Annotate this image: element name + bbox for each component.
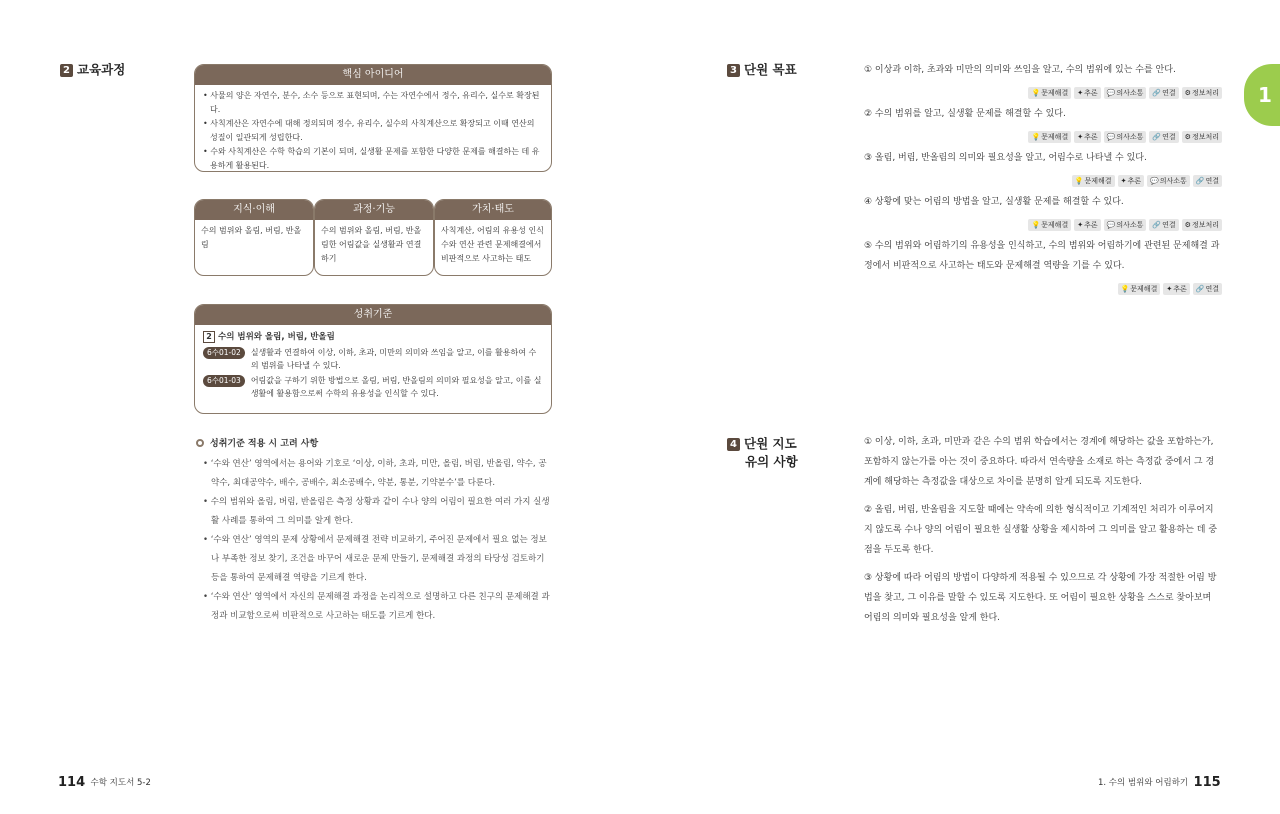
value-item: 사칙계산, 어림의 유용성 인식 [441, 226, 544, 235]
competency-tag [1163, 283, 1189, 295]
competency-tag [1074, 219, 1100, 231]
competency-tag [1193, 283, 1222, 295]
knowledge-column [194, 199, 314, 276]
achievement-row [203, 374, 543, 400]
goal-text: ① 이상과 이하, 초과와 미만의 의미와 쓰임을 알고, 수의 범위에 있는 수를 안다. [864, 65, 1176, 75]
competency-tag [1118, 283, 1161, 295]
section-2-heading [60, 61, 125, 79]
competency-tags [864, 80, 1222, 96]
competency-icon: 💡 [1031, 89, 1041, 97]
notes-item: • ‘수와 연산’ 영역의 문제 상황에서 문제해결 전략 비교하기, 주어진 문제에서 필요 없는 정보나 부족한 정보 찾기, 조건을 바꾸어 새로운 문제 만들기, 문제해결 과정의 타당성 검토하기 등을 통하여 문제해결 역량을 기르게 한다. [203, 531, 553, 588]
competency-label: 문제해결 [1130, 285, 1158, 293]
competency-icon: 💬 [1106, 133, 1116, 141]
process-text: 수의 범위와 올림, 버림, 반올림한 어림값을 실생활과 연결하기 [321, 226, 422, 263]
value-column [434, 199, 552, 276]
section-4-title-line1: 단원 지도 [744, 436, 797, 451]
achievement-unit-number: 2 [203, 331, 215, 343]
competency-label: 의사소통 [1159, 177, 1187, 185]
core-idea-card [194, 64, 552, 172]
section-3-title: 단원 목표 [744, 62, 797, 77]
competency-icon: 💬 [1106, 89, 1116, 97]
section-4-title-line2: 유의 사항 [745, 454, 798, 469]
goal-item [864, 104, 1222, 140]
competency-icon: ✦ [1166, 285, 1173, 293]
standard-text: 어림값을 구하기 위한 방법으로 올림, 버림, 반올림의 의미와 필요성을 알고, 이를 실생활에 활용함으로써 수학의 유용성을 인식할 수 있다. [250, 376, 542, 398]
notes-title-text: 성취기준 적용 시 고려 사항 [210, 439, 319, 449]
competency-label: 의사소통 [1116, 133, 1144, 141]
competency-tag [1147, 175, 1190, 187]
competency-tag [1074, 131, 1100, 143]
chapter-title: 1. 수의 범위와 어림하기 [1098, 778, 1189, 788]
goal-item [864, 148, 1222, 184]
competency-tags [864, 212, 1222, 228]
competency-icon: ✦ [1120, 177, 1127, 185]
value-item: 수와 연산 관련 문제해결에서 비판적으로 사고하는 태도 [441, 240, 542, 263]
competency-tag [1104, 131, 1147, 143]
competency-tag [1118, 175, 1144, 187]
core-idea-list [195, 85, 551, 172]
goal-text: ⑤ 수의 범위와 어림하기의 유용성을 인식하고, 수의 범위와 어림하기에 관련된 문제해결 과정에서 비판적으로 사고하는 태도와 문제해결 역량을 기를 수 있다. [864, 241, 1220, 271]
three-column-box [194, 199, 552, 276]
book-title: 수학 지도서 5-2 [90, 778, 151, 788]
competency-label: 문제해결 [1084, 177, 1112, 185]
goal-text: ③ 올림, 버림, 반올림의 의미와 필요성을 알고, 어림수로 나타낼 수 있다. [864, 153, 1147, 163]
knowledge-header: 지식·이해 [195, 200, 313, 220]
competency-tags [864, 168, 1222, 184]
core-idea-item: • 사칙계산은 자연수에 대해 정의되며 정수, 유리수, 실수의 사칙계산으로 확장되고 이때 연산의 성질이 일관되게 성립한다. [203, 117, 543, 145]
bullet-circle-icon [196, 439, 204, 447]
competency-label: 연결 [1205, 285, 1219, 293]
competency-icon: 🔗 [1152, 133, 1162, 141]
competency-label: 문제해결 [1041, 221, 1069, 229]
left-page-number: 114 [58, 775, 86, 790]
competency-label: 문제해결 [1041, 133, 1069, 141]
competency-icon: 🔗 [1152, 221, 1162, 229]
notes-list [203, 455, 553, 626]
standard-code: 6수01-03 [203, 375, 245, 387]
competency-label: 연결 [1162, 133, 1176, 141]
section-3-number: 3 [727, 64, 740, 77]
competency-tag [1182, 219, 1222, 231]
section-4-number: 4 [727, 438, 740, 451]
competency-label: 추론 [1127, 177, 1141, 185]
achievement-row [203, 346, 543, 372]
competency-tag [1182, 131, 1222, 143]
competency-icon: ✦ [1077, 89, 1084, 97]
left-footer [58, 775, 151, 790]
competency-icon: 💡 [1074, 177, 1084, 185]
notes-title [196, 436, 318, 449]
competency-label: 추론 [1084, 133, 1098, 141]
competency-label: 추론 [1084, 89, 1098, 97]
competency-icon: 🔗 [1152, 89, 1162, 97]
competency-label: 추론 [1084, 221, 1098, 229]
achievement-card [194, 304, 552, 414]
value-header: 가치·태도 [435, 200, 551, 220]
notes-item: • ‘수와 연산’ 영역에서는 용어와 기호로 ‘이상, 이하, 초과, 미만, 올림, 버림, 반올림, 약수, 공약수, 최대공약수, 배수, 공배수, 최소공배수, 약분, 통분, 기약분수’를 다룬다. [203, 455, 553, 493]
competency-label: 의사소통 [1116, 221, 1144, 229]
right-footer [1098, 775, 1221, 790]
section-3-heading [727, 61, 797, 79]
notes-item: • ‘수와 연산’ 영역에서 자신의 문제해결 과정을 논리적으로 설명하고 다른 친구의 문제해결 과정과 비교함으로써 비판적으로 사고하는 태도를 기르게 한다. [203, 588, 553, 626]
competency-icon: ⚙ [1184, 133, 1191, 141]
competency-icon: 💡 [1031, 133, 1041, 141]
section-4-heading [727, 435, 798, 471]
competency-tag [1028, 87, 1071, 99]
competency-tag [1193, 175, 1222, 187]
notes-item: • 수의 범위와 올림, 버림, 반올림은 측정 상황과 같이 수나 양의 어림이 필요한 여러 가지 실생활 사례를 통하여 그 의미를 알게 한다. [203, 493, 553, 531]
competency-icon: 💬 [1149, 177, 1159, 185]
competency-label: 연결 [1205, 177, 1219, 185]
right-page-number: 115 [1193, 775, 1221, 790]
competency-tag [1149, 87, 1178, 99]
competency-label: 정보처리 [1191, 221, 1219, 229]
chapter-tab: 1 [1244, 64, 1280, 126]
competency-label: 정보처리 [1191, 133, 1219, 141]
competency-tags [864, 124, 1222, 140]
competency-icon: 💬 [1106, 221, 1116, 229]
competency-icon: ✦ [1077, 221, 1084, 229]
achievement-unit-title: 수의 범위와 올림, 버림, 반올림 [218, 332, 335, 342]
core-idea-item: • 사물의 양은 자연수, 분수, 소수 등으로 표현되며, 수는 자연수에서 정수, 유리수, 실수로 확장된다. [203, 89, 543, 117]
competency-icon: ⚙ [1184, 221, 1191, 229]
achievement-header: 성취기준 [195, 305, 551, 325]
standard-text: 실생활과 연결하여 이상, 이하, 초과, 미만의 의미와 쓰임을 알고, 이를 활용하여 수의 범위를 나타낼 수 있다. [250, 348, 537, 370]
process-header: 과정·기능 [315, 200, 433, 220]
goal-item [864, 192, 1222, 228]
competency-label: 정보처리 [1191, 89, 1219, 97]
process-column [314, 199, 434, 276]
competency-tag [1149, 219, 1178, 231]
competency-icon: 💡 [1031, 221, 1041, 229]
competency-tag [1149, 131, 1178, 143]
competency-label: 추론 [1173, 285, 1187, 293]
competency-tag [1028, 131, 1071, 143]
guidance-list [864, 432, 1222, 636]
goal-item [864, 60, 1222, 96]
goal-item [864, 236, 1222, 292]
knowledge-text: 수의 범위와 올림, 버림, 반올림 [201, 226, 302, 249]
standard-code: 6수01-02 [203, 347, 245, 359]
goal-text: ④ 상황에 맞는 어림의 방법을 알고, 실생활 문제를 해결할 수 있다. [864, 197, 1124, 207]
competency-label: 의사소통 [1116, 89, 1144, 97]
guidance-item: ① 이상, 이하, 초과, 미만과 같은 수의 범위 학습에서는 경계에 해당하는 값을 포함하는가, 포함하지 않는가를 아는 것이 중요하다. 따라서 연속량을 소재로 하는 측정값 중에서 그 경계에 해당하는 측정값을 대상으로 차이를 분명히 알게 되도록 지도한다. [864, 437, 1215, 487]
competency-label: 연결 [1162, 89, 1176, 97]
core-idea-item: • 수와 사칙계산은 수학 학습의 기본이 되며, 실생활 문제를 포함한 다양한 문제를 해결하는 데 유용하게 활용된다. [203, 145, 543, 172]
unit-goals [864, 60, 1222, 300]
core-idea-header: 핵심 아이디어 [195, 65, 551, 85]
competency-icon: ✦ [1077, 133, 1084, 141]
competency-tag [1104, 87, 1147, 99]
competency-tag [1104, 219, 1147, 231]
goal-text: ② 수의 범위를 알고, 실생활 문제를 해결할 수 있다. [864, 109, 1066, 119]
guidance-item: ③ 상황에 따라 어림의 방법이 다양하게 적용될 수 있으므로 각 상황에 가장 적절한 어림 방법을 찾고, 그 이유를 말할 수 있도록 지도한다. 또 어림이 필요한 상황을 스스로 찾아보며 어림의 의미와 필요성을 알게 한다. [864, 573, 1217, 623]
competency-tags [864, 276, 1222, 292]
achievement-unit [203, 331, 543, 344]
competency-label: 문제해결 [1041, 89, 1069, 97]
competency-label: 연결 [1162, 221, 1176, 229]
section-2-number: 2 [60, 64, 73, 77]
competency-tag [1182, 87, 1222, 99]
competency-tag [1074, 87, 1100, 99]
competency-icon: ⚙ [1184, 89, 1191, 97]
guidance-item: ② 올림, 버림, 반올림을 지도할 때에는 약속에 의한 형식적이고 기계적인 처리가 이루어지지 않도록 수나 양의 어림이 필요한 실생활 상황을 제시하여 그 의미를 알고 활용하는 데 중점을 두도록 한다. [864, 505, 1218, 555]
section-2-title: 교육과정 [77, 62, 126, 77]
competency-icon: 🔗 [1195, 177, 1205, 185]
competency-icon: 💡 [1120, 285, 1130, 293]
competency-tag [1072, 175, 1115, 187]
competency-icon: 🔗 [1195, 285, 1205, 293]
competency-tag [1028, 219, 1071, 231]
